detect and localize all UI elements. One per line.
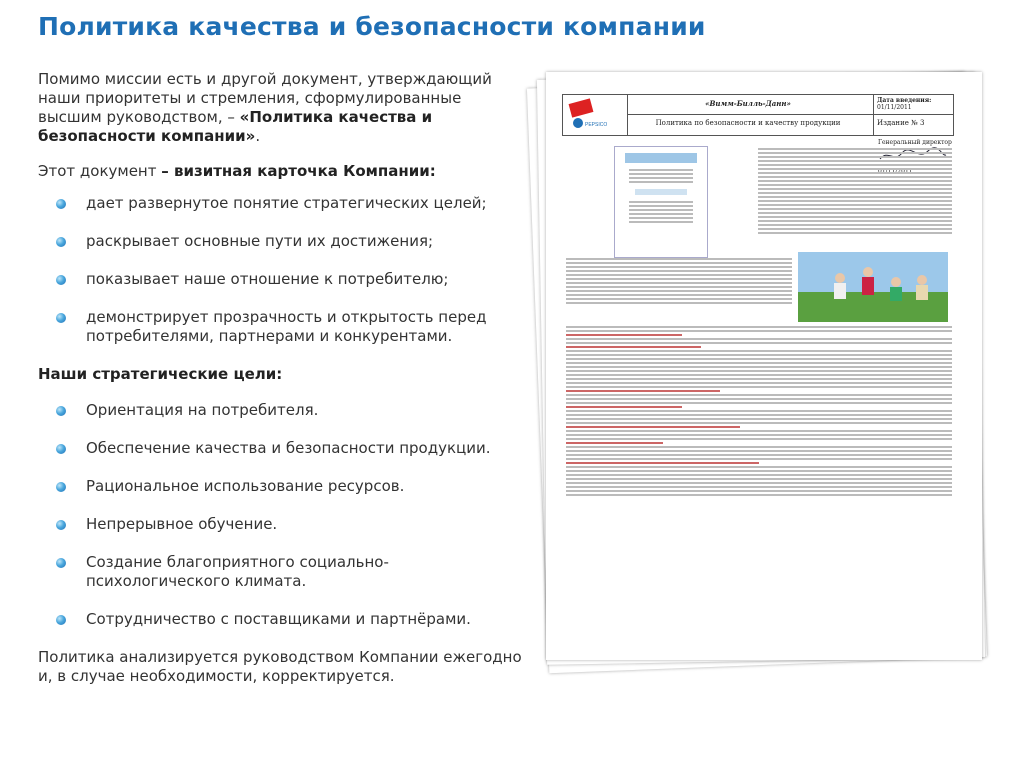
page-title: Политика качества и безопасности компании (38, 12, 706, 41)
list-item (38, 515, 528, 534)
list-item-text: Рациональное использование ресурсов. (86, 477, 405, 495)
bullet-icon (56, 558, 66, 568)
list-item (38, 553, 528, 591)
doc-title: Политика по безопасности и качеству продукции (655, 119, 841, 127)
intro-bold: «Политика качества и безопасности компании» (38, 108, 433, 145)
list-item-text: демонстрирует прозрачность и открытость перед потребителями, партнерами и конкурентами. (86, 308, 487, 345)
divider (627, 114, 953, 115)
content-column (38, 70, 528, 702)
divider (627, 95, 628, 135)
list-item-text: Создание благоприятного социально-психологического климата. (86, 553, 389, 590)
bullet-icon (56, 406, 66, 416)
bullet-icon (56, 313, 66, 323)
bullet-icon (56, 444, 66, 454)
goals-list (38, 401, 528, 629)
document-body-text (566, 324, 952, 624)
doc-edition: Издание № 3 (877, 119, 925, 127)
list-item (38, 401, 528, 420)
list-item-text: Сотрудничество с поставщиками и партнёрами. (86, 610, 471, 628)
document-body-text (566, 256, 792, 312)
list-item (38, 477, 528, 496)
card-bold: – визитная карточка Компании: (161, 162, 436, 180)
document-body-text (758, 146, 952, 246)
list-item (38, 270, 528, 289)
list-item-text: раскрывает основные пути их достижения; (86, 232, 434, 250)
card-paragraph (38, 162, 528, 181)
list-item-text: показывает наше отношение к потребителю; (86, 270, 449, 288)
company-logo-icon (567, 98, 613, 132)
list-item (38, 610, 528, 629)
bullet-icon (56, 482, 66, 492)
doc-date: 01/11/2011 (877, 104, 912, 111)
list-item (38, 439, 528, 458)
list-item-text: Непрерывное обучение. (86, 515, 278, 533)
divider (873, 95, 874, 135)
document-header (562, 94, 954, 136)
intro-text: Помимо миссии есть и другой документ, утверждающий наши приоритеты и стремления, сформулированные высшим руководством, – (38, 70, 492, 126)
goals-heading: Наши стратегические цели: (38, 365, 283, 383)
signature-title: Генеральный директор (878, 139, 952, 146)
bullet-icon (56, 199, 66, 209)
doc-date-block (877, 97, 931, 111)
list-item (38, 308, 528, 346)
nested-page-image (614, 146, 708, 258)
bullet-icon (56, 520, 66, 530)
list-item (38, 232, 528, 251)
list-item-text: дает развернутое понятие стратегических целей; (86, 194, 487, 212)
intro-paragraph (38, 70, 528, 146)
logo-brand: PEPSICO (585, 122, 608, 128)
card-list (38, 194, 528, 346)
list-item (38, 194, 528, 213)
bullet-icon (56, 237, 66, 247)
policy-document-image (562, 84, 970, 646)
bullet-icon (56, 615, 66, 625)
bullet-icon (56, 275, 66, 285)
doc-date-label: Дата введения: (877, 97, 932, 104)
family-photo-image (798, 252, 948, 322)
doc-company: «Вимм-Билль-Данн» (705, 99, 791, 108)
closing-paragraph: Политика анализируется руководством Компании ежегодно и, в случае необходимости, корректируется. (38, 648, 522, 685)
card-text: Этот документ (38, 162, 162, 180)
list-item-text: Обеспечение качества и безопасности продукции. (86, 439, 491, 457)
intro-end: . (255, 127, 261, 145)
list-item-text: Ориентация на потребителя. (86, 401, 319, 419)
